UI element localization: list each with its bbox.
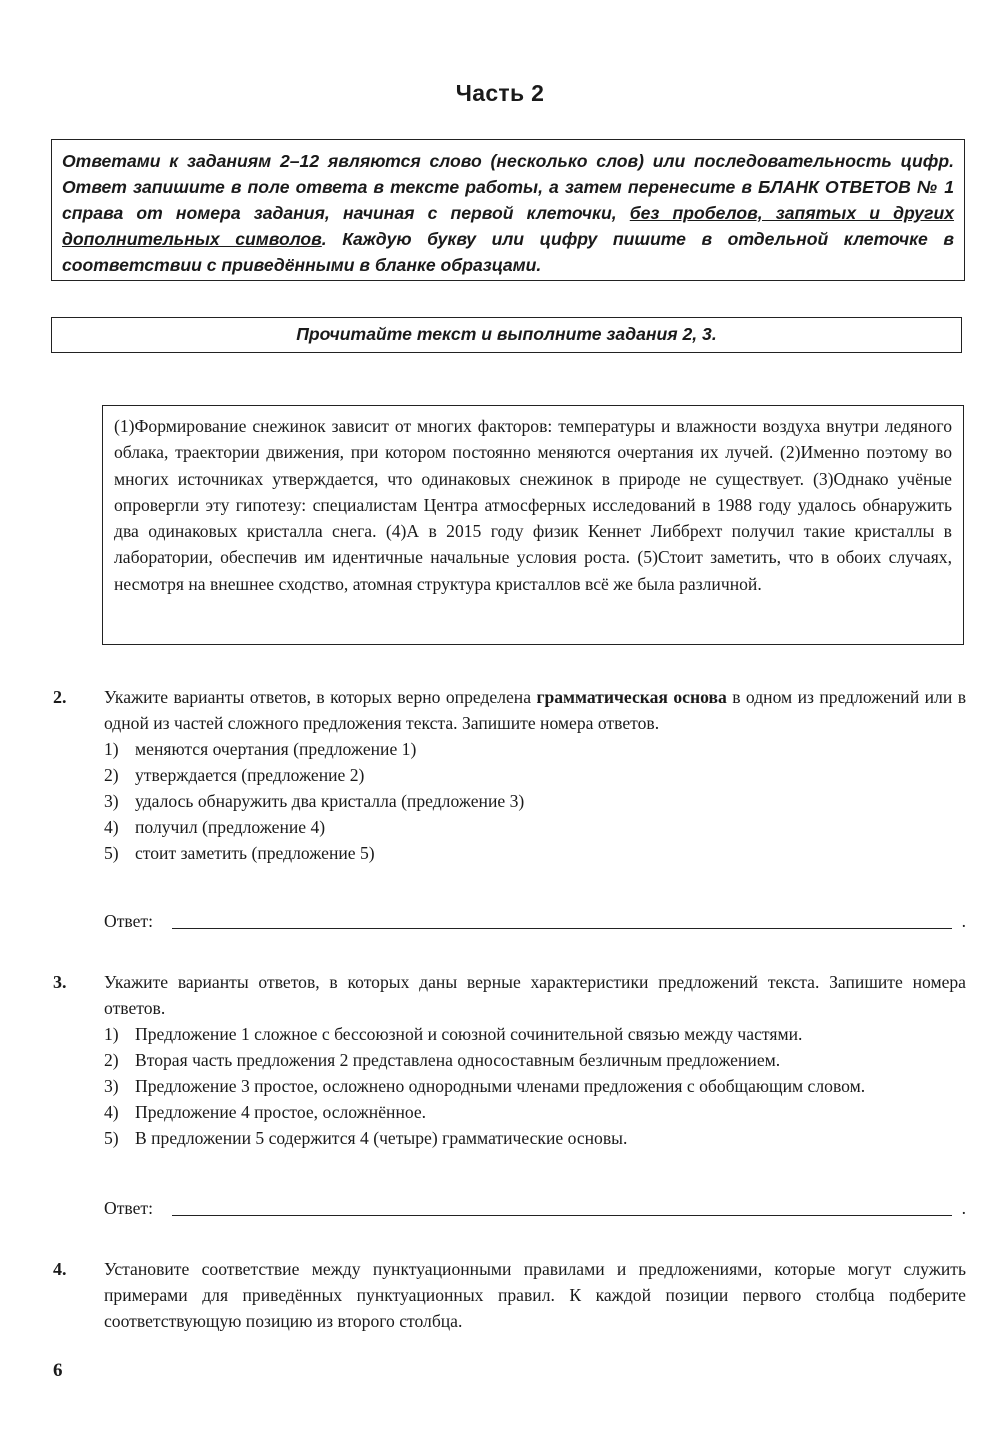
task-2-answer-row xyxy=(104,908,966,934)
option-text: В предложении 5 содержится 4 (четыре) грамматические основы. xyxy=(135,1128,628,1148)
instructions-underlined-text: без пробелов, запятых и других дополнительных символов xyxy=(62,203,955,249)
option-text: Предложение 4 простое, осложнённое. xyxy=(135,1102,427,1122)
question-text-end: в одном из предложений или в одной из частей сложного предложения текста. Запишите номера ответов. xyxy=(104,687,967,733)
option-text: меняются очертания (предложение 1) xyxy=(135,739,417,759)
option-number: 4) xyxy=(104,817,119,837)
task-question xyxy=(104,684,966,736)
option-text: получил (предложение 4) xyxy=(135,817,326,837)
task-question: Укажите варианты ответов, в которых даны верные характеристики предложений текста. Запишите номера ответов. xyxy=(104,972,966,1018)
answer-field[interactable] xyxy=(172,1215,952,1216)
option-number: 1) xyxy=(104,739,119,759)
option-text: удалось обнаружить два кристалла (предложение 3) xyxy=(135,791,525,811)
option-text: Предложение 3 простое, осложнено однородными членами предложения с обобщающим словом. xyxy=(135,1076,866,1096)
option-number: 3) xyxy=(104,1076,119,1096)
option-number: 5) xyxy=(104,843,119,863)
task-3-answer-row xyxy=(104,1195,966,1221)
page-number: 6 xyxy=(53,1360,63,1381)
task-number: 4. xyxy=(53,1259,67,1279)
read-prompt-box xyxy=(51,317,962,353)
task-body xyxy=(104,684,966,866)
answer-field[interactable] xyxy=(172,928,952,929)
option-item xyxy=(104,1099,966,1125)
options-list xyxy=(104,736,966,866)
answer-label: Ответ: xyxy=(104,1198,153,1218)
option-item xyxy=(104,1073,966,1099)
option-number: 3) xyxy=(104,791,119,811)
option-number: 4) xyxy=(104,1102,119,1122)
option-number: 2) xyxy=(104,1050,119,1070)
answer-end-dot: . xyxy=(961,911,966,931)
question-bold-term: грамматическая основа xyxy=(536,687,727,707)
option-item xyxy=(104,1047,966,1073)
page-title: Часть 2 xyxy=(455,80,545,106)
answer-label: Ответ: xyxy=(104,911,153,931)
option-item xyxy=(104,736,966,762)
option-item xyxy=(104,840,966,866)
option-text: Предложение 1 сложное с бессоюзной и союзной сочинительной связью между частями. xyxy=(135,1024,803,1044)
option-text: стоит заметить (предложение 5) xyxy=(135,843,375,863)
task-question: Установите соответствие между пунктуационными правилами и предложениями, которые могут служить примерами для приведённых пунктуационных правил. К каждой позиции первого столбца подберите соответствующую позицию из второго столбца. xyxy=(104,1259,966,1331)
instructions-text: Ответами к заданиям 2–12 являются слово (несколько слов) или последовательность цифр. Ответ запишите в поле ответа в тексте работы, а затем перенесите в БЛАНК ОТВЕТОВ № 1 справа от номера задания, начиная с первой клеточки, xyxy=(62,151,954,223)
option-text: утверждается (предложение 2) xyxy=(135,765,365,785)
task-number: 3. xyxy=(53,972,67,992)
option-item xyxy=(104,814,966,840)
question-text: Укажите варианты ответов, в которых верно определена xyxy=(104,687,537,707)
read-prompt: Прочитайте текст и выполните задания 2, 3. xyxy=(296,324,717,344)
option-item xyxy=(104,1125,966,1151)
option-item xyxy=(104,1021,966,1047)
options-list xyxy=(104,1021,966,1151)
task-body xyxy=(104,969,966,1151)
option-number: 1) xyxy=(104,1024,119,1044)
option-number: 5) xyxy=(104,1128,119,1148)
option-item xyxy=(104,762,966,788)
task-number: 2. xyxy=(53,687,67,707)
instructions-text-end: . Каждую букву или цифру пишите в отдельной клеточке в соответствии с приведёнными в бланке образцами. xyxy=(62,229,954,275)
option-item xyxy=(104,788,966,814)
option-text: Вторая часть предложения 2 представлена односоставным безличным предложением. xyxy=(135,1050,781,1070)
task-body xyxy=(104,1256,966,1334)
answer-end-dot: . xyxy=(961,1198,966,1218)
reading-text-box xyxy=(102,405,964,645)
option-number: 2) xyxy=(104,765,119,785)
instructions-box xyxy=(51,139,965,281)
reading-text: (1)Формирование снежинок зависит от многих факторов: температуры и влажности воздуха внутри ледяного облака, траектории движения, при котором постоянно меняются очертания их лучей. (2)Именно поэтому во многих источниках утверждается, что одинаковых снежинок в природе не существует. (3)Однако учёные опровергли эту гипотезу: специалистам Центра атмосферных исследований в 1988 году удалось обнаружить два одинаковых кристалла снега. (4)А в 2015 году физик Кеннет Либбрехт получил такие кристаллы в лаборатории, обеспечив им идентичные начальные условия роста. (5)Стоит заметить, что в обоих случаях, несмотря на внешнее сходство, атомная структура кристаллов всё же была различной. xyxy=(114,416,952,594)
